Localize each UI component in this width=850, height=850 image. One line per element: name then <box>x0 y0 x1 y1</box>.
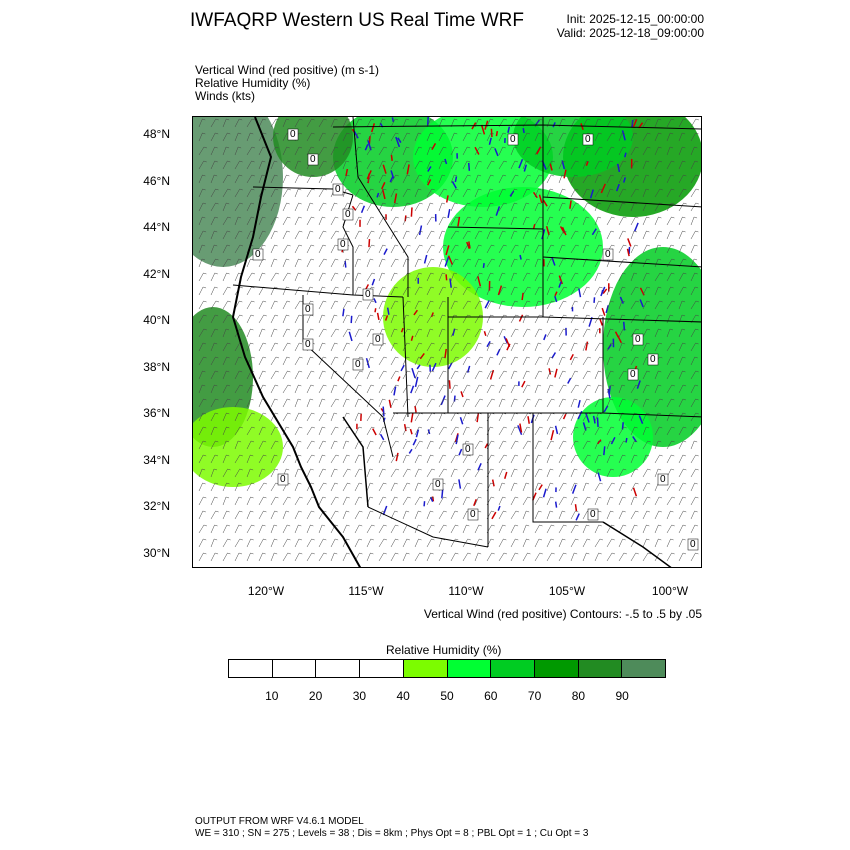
model-info-line2: WE = 310 ; SN = 275 ; Levels = 38 ; Dis = 8km ; Phys Opt = 8 ; PBL Opt = 1 ; Cu Opt = 3 <box>195 828 589 839</box>
contour-label: 0 <box>590 509 596 520</box>
lon-label: 120°W <box>247 584 285 598</box>
contour-label: 0 <box>290 129 296 140</box>
contour-label: 0 <box>345 209 351 220</box>
lat-label: 42°N <box>143 267 170 281</box>
field-relative-humidity: Relative Humidity (%) <box>195 76 311 90</box>
colorbar-tick-label: 70 <box>527 689 542 703</box>
contour-label: 0 <box>355 359 361 370</box>
vertical-wind-mark <box>523 128 524 133</box>
contour-label: 0 <box>310 154 316 165</box>
vertical-wind-mark <box>575 504 576 511</box>
colorbar-tick-label: 40 <box>396 689 410 703</box>
vertical-wind-mark <box>520 255 521 260</box>
plot-title: IWFAQRP Western US Real Time WRF <box>190 10 524 31</box>
valid-time: Valid: 2025-12-18_09:00:00 <box>556 26 704 40</box>
colorbar-swatch <box>404 660 448 677</box>
map-panel <box>192 116 702 568</box>
lat-label: 38°N <box>143 360 170 374</box>
lat-label: 48°N <box>143 127 170 141</box>
vertical-wind-mark <box>556 502 557 508</box>
lon-label: 100°W <box>651 584 689 598</box>
colorbar-tick-label: 10 <box>265 689 279 703</box>
vertical-wind-mark <box>469 163 470 171</box>
run-times <box>557 12 704 40</box>
lat-label: 36°N <box>143 406 170 420</box>
vertical-wind-mark <box>383 407 384 417</box>
contour-label: 0 <box>340 239 346 250</box>
contour-label: 0 <box>365 289 371 300</box>
lon-label: 115°W <box>348 584 384 598</box>
vertical-wind-mark <box>343 309 344 316</box>
colorbar-tick-label: 80 <box>571 689 586 703</box>
colorbar-tick-label: 90 <box>615 689 629 703</box>
model-info-line1: OUTPUT FROM WRF V4.6.1 MODEL <box>195 816 364 827</box>
contour-label: 0 <box>255 249 261 260</box>
colorbar-swatch <box>535 660 579 677</box>
vertical-wind-mark <box>392 117 393 122</box>
lat-label: 46°N <box>143 174 170 188</box>
contour-label: 0 <box>335 184 341 195</box>
colorbar-tick-label: 30 <box>352 689 367 703</box>
contour-label: 0 <box>585 134 591 145</box>
lat-label: 40°N <box>143 313 170 327</box>
vertical-wind-mark <box>369 239 370 247</box>
colorbar-swatch <box>229 660 273 677</box>
vertical-wind-mark <box>522 293 523 300</box>
model-info <box>195 816 588 840</box>
contour-note: Vertical Wind (red positive) Contours: -.5 to .5 by .05 <box>423 607 702 621</box>
vertical-wind-mark <box>598 417 599 426</box>
contour-label: 0 <box>465 444 471 455</box>
contour-label: 0 <box>305 304 311 315</box>
contour-label: 0 <box>375 334 381 345</box>
lon-label: 110°W <box>448 584 484 598</box>
colorbar-tick-label: 60 <box>484 689 498 703</box>
contour-label: 0 <box>690 539 696 550</box>
contour-label: 0 <box>630 369 636 380</box>
field-list <box>195 64 379 103</box>
field-vertical-wind: Vertical Wind (red positive) (m s-1) <box>195 63 380 77</box>
humidity-colorbar <box>228 659 666 678</box>
vertical-wind-mark <box>491 129 492 137</box>
contour-label: 0 <box>280 474 286 485</box>
lon-label: 105°W <box>548 584 586 598</box>
legend-title: Relative Humidity (%) <box>386 643 502 657</box>
contour-label: 0 <box>510 134 516 145</box>
map-canvas <box>193 117 702 568</box>
colorbar-tick-label: 20 <box>308 689 323 703</box>
vertical-wind-mark <box>496 131 497 136</box>
lat-label: 30°N <box>143 546 170 560</box>
lat-label: 34°N <box>143 453 170 467</box>
field-winds: Winds (kts) <box>195 89 255 103</box>
colorbar-swatch <box>448 660 492 677</box>
vertical-wind-mark <box>411 207 412 216</box>
colorbar-swatch <box>622 660 665 677</box>
colorbar-swatch <box>579 660 623 677</box>
lat-label: 44°N <box>143 220 170 234</box>
vertical-wind-mark <box>602 290 603 294</box>
lat-label: 32°N <box>143 499 170 513</box>
init-time: Init: 2025-12-15_00:00:00 <box>566 12 704 26</box>
colorbar-swatch <box>273 660 317 677</box>
vertical-wind-mark <box>375 308 376 312</box>
vertical-wind-mark <box>446 274 447 280</box>
colorbar-tick-label: 50 <box>440 689 454 703</box>
colorbar-swatch <box>316 660 360 677</box>
contour-label: 0 <box>605 249 611 260</box>
contour-label: 0 <box>635 334 641 345</box>
contour-label: 0 <box>435 479 441 490</box>
colorbar-swatch <box>491 660 535 677</box>
contour-label: 0 <box>305 339 311 350</box>
vertical-wind-mark <box>483 263 484 268</box>
vertical-wind-mark <box>391 155 392 161</box>
humidity-region <box>573 397 653 477</box>
colorbar-swatch <box>360 660 404 677</box>
contour-label: 0 <box>660 474 666 485</box>
vertical-wind-mark <box>449 380 450 389</box>
contour-label: 0 <box>650 354 656 365</box>
contour-label: 0 <box>470 509 476 520</box>
vertical-wind-mark <box>604 446 605 455</box>
